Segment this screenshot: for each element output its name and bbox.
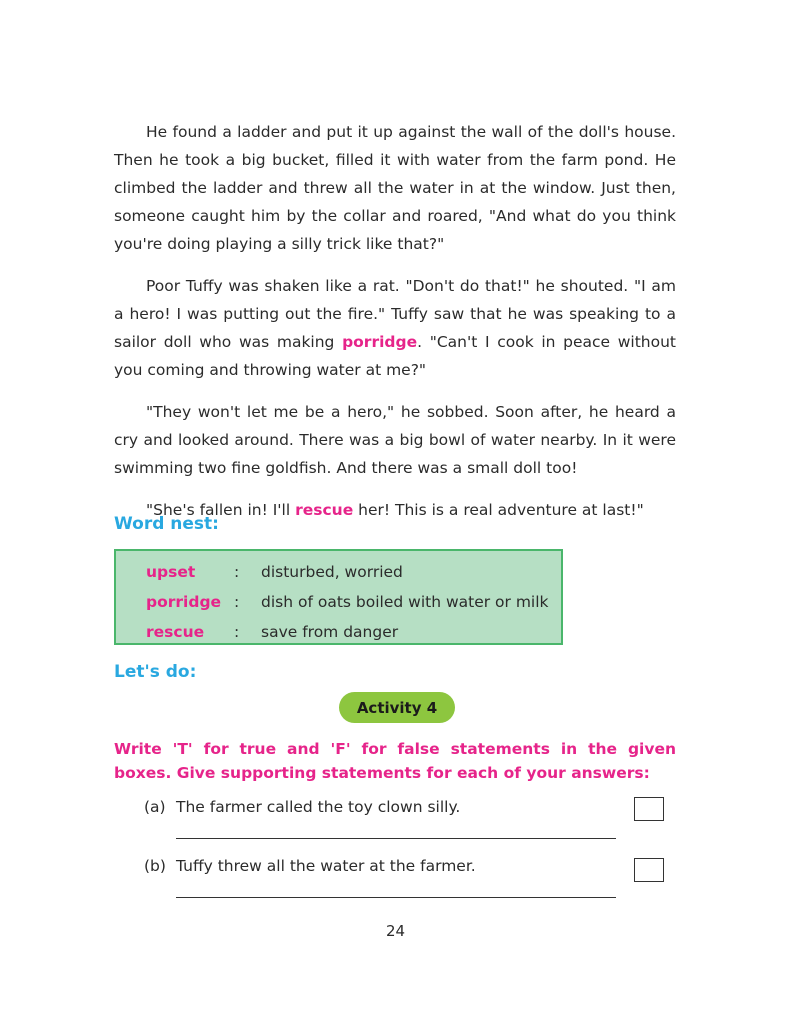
question-text: The farmer called the toy clown silly. [176, 798, 461, 816]
story-text [114, 118, 676, 538]
word-term: rescue [146, 623, 205, 641]
answer-line[interactable] [176, 897, 616, 898]
story-paragraph-2-text-b: . "Can't I cook in peace without you coming and throwing water at me?" [114, 333, 676, 379]
word-definition: disturbed, worried [261, 563, 403, 581]
highlight-rescue: rescue [295, 501, 354, 519]
answer-line[interactable] [176, 838, 616, 839]
page-number: 24 [385, 922, 406, 940]
story-paragraph-4-text-b: her! This is a real adventure at last!" [353, 501, 644, 519]
highlight-porridge: porridge [342, 333, 418, 351]
word-entry [146, 557, 561, 587]
story-paragraph-3: "They won't let me be a hero," he sobbed. Soon after, he heard a cry and looked around. There was a big bowl of water nearby. In it were swimming two fine goldfish. And there was a small doll too! [114, 403, 676, 477]
word-entry [146, 617, 561, 647]
word-nest-heading: Word nest: [114, 514, 219, 534]
word-nest-box [114, 549, 563, 645]
word-colon: : [234, 623, 240, 641]
activity-badge: Activity 4 [339, 692, 455, 723]
answer-box[interactable] [634, 858, 664, 882]
lets-do-heading: Let's do: [114, 662, 197, 682]
story-paragraph-4-text-a: "She's fallen in! I'll [146, 501, 296, 519]
word-definition: save from danger [261, 623, 399, 641]
story-paragraph-1: He found a ladder and put it up against the wall of the doll's house. Then he took a big bucket, filled it with water from the farm pond. He climbed the ladder and threw all the water in at the window. Just then, someone caught him by the collar and roared, "And what do you think you're doing playing a silly trick like that?" [114, 123, 676, 253]
word-term: porridge [146, 593, 222, 611]
story-paragraph-2 [114, 272, 676, 384]
answer-box[interactable] [634, 797, 664, 821]
story-paragraph-2-text-a: Poor Tuffy was shaken like a rat. "Don't do that!" he shouted. "I am a hero! I was putting out the fire." Tuffy saw that he was speaking to a sailor doll who was making [114, 277, 676, 351]
question-label: (b) [144, 857, 166, 875]
word-entry [146, 587, 561, 617]
activity-instruction: Write 'T' for true and 'F' for false statements in the given boxes. Give supporting statements for each of your answers: [114, 740, 676, 782]
word-colon: : [234, 563, 240, 581]
word-term: upset [146, 563, 196, 581]
word-definition: dish of oats boiled with water or milk [261, 593, 549, 611]
word-colon: : [234, 593, 240, 611]
question-text: Tuffy threw all the water at the farmer. [176, 857, 476, 875]
question-label: (a) [144, 798, 166, 816]
